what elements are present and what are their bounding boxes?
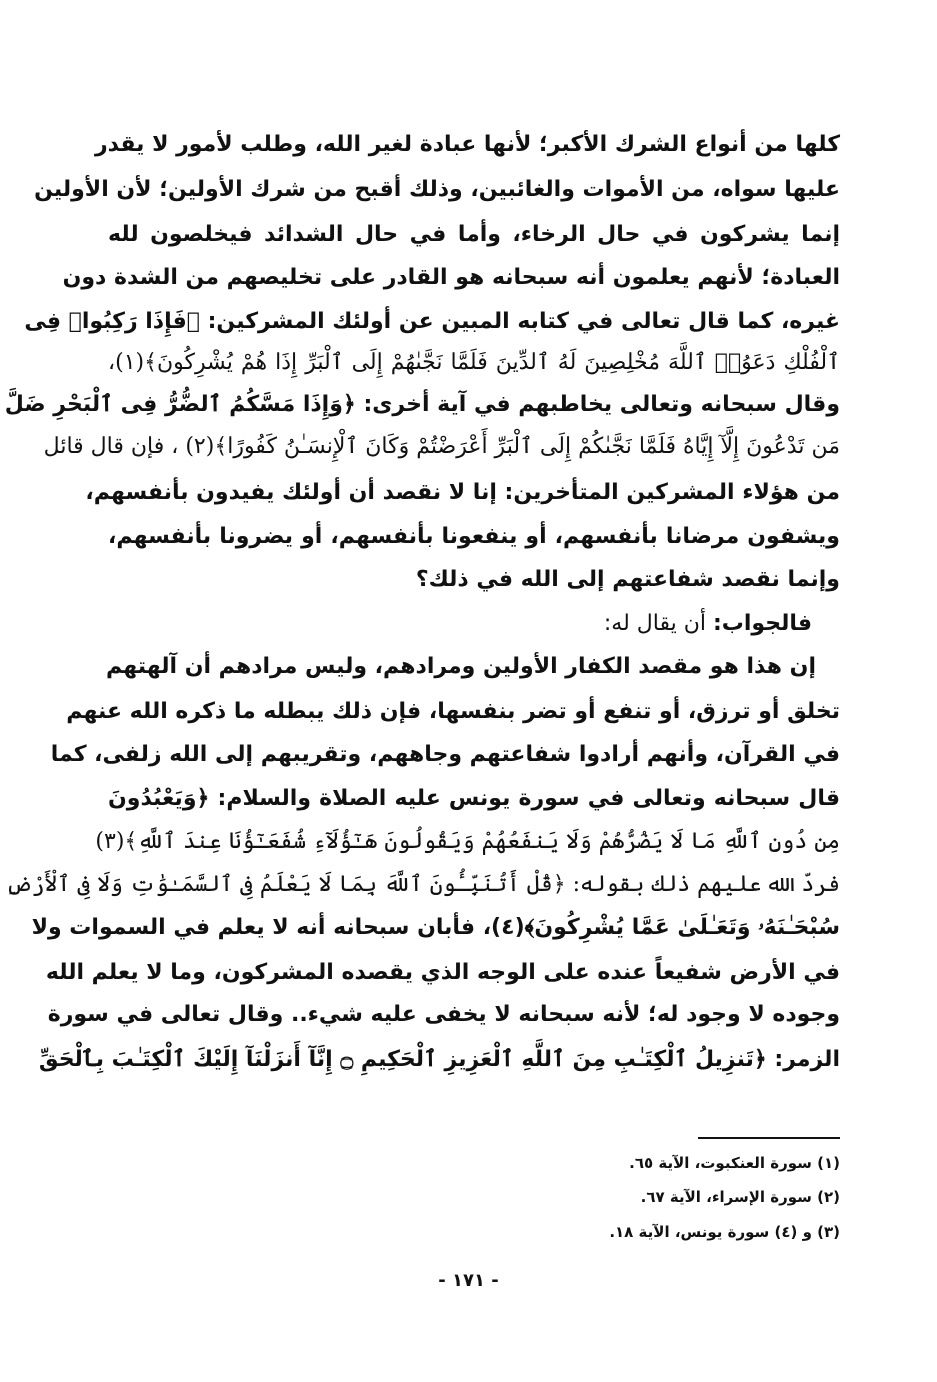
body-line: الزمر: ﴿تَنزِيلُ ٱلْكِتَـٰبِ مِنَ ٱللَّهِ ٱلْعَزِيزِ ٱلْحَكِيمِ ۝ إِنَّآ أَنزَلْنَآ إِلَيْكَ ٱلْكِتَـٰبَ بِٱلْحَقِّ — [38, 1047, 840, 1072]
answer-lead: فالجواب: — [712, 611, 812, 636]
body-line: كلها من أنواع الشرك الأكبر؛ لأنها عبادة لغير الله، وطلب لأمور لا يقدر — [94, 132, 840, 157]
body-line: وإنما نقصد شفاعتهم إلى الله في ذلك؟ — [415, 567, 840, 592]
answer-rest: أن يقال له: — [603, 611, 713, 636]
body-line: إن هذا هو مقصد الكفار الأولين ومرادهم، وليس مرادهم أن آلهتهم — [105, 654, 816, 679]
body-line: فردّ الله عليهم ذلك بقوله: ﴿قُلْ أَتُنَبِّـُٔونَ ٱللَّهَ بِمَا لَا يَعْلَمُ فِى ٱلسَّمَـٰوَٰتِ وَلَا فِى ٱلْأَرْضِ — [5, 872, 840, 897]
body-line: مَن تَدْعُونَ إِلَّآ إِيَّاهُ فَلَمَّا نَجَّىٰكُمْ إِلَى ٱلْبَرِّ أَعْرَضْتُمْ وَكَانَ ٱلْإِنسَـٰنُ كَفُورًا﴾(٢) ، فإن قال قائل — [43, 434, 840, 459]
body-line: غيره، كما قال تعالى في كتابه المبين عن أولئك المشركين: ﴿فَإِذَا رَكِبُوا۟ فِى — [24, 309, 840, 334]
body-line: مِن دُونِ ٱللَّهِ مَا لَا يَضُرُّهُمْ وَلَا يَنفَعُهُمْ وَيَقُولُونَ هَـٰٓؤُلَآءِ شُفَعَـٰٓؤُنَا عِندَ ٱللَّهِ﴾(٣) — [95, 829, 840, 854]
footnote-2: (٢) سورة الإسراء، الآية ٦٧. — [640, 1188, 840, 1206]
body-line: من هؤلاء المشركين المتأخرين: إنا لا نقصد أن أولئك يفيدون بأنفسهم، — [85, 480, 840, 505]
body-line: تخلق أو ترزق، أو تنفع أو تضر بنفسها، فإن ذلك يبطله ما ذكره الله عنهم — [66, 699, 840, 724]
body-line: في القرآن، وأنهم أرادوا شفاعتهم وجاههم، وتقريبهم إلى الله زلفى، كما — [50, 742, 840, 767]
body-line: سُبْحَـٰنَهُۥ وَتَعَـٰلَىٰ عَمَّا يُشْرِكُونَ﴾(٤)، فأبان سبحانه أنه لا يعلم في السموات ولا — [31, 915, 840, 940]
body-line: العبادة؛ لأنهم يعلمون أنه سبحانه هو القادر على تخليصهم من الشدة دون — [62, 265, 840, 290]
page-number: - ١٧١ - — [438, 1270, 499, 1291]
footnote-3: (٣) و (٤) سورة يونس، الآية ١٨. — [609, 1223, 840, 1241]
body-line: قال سبحانه وتعالى في سورة يونس عليه الصلاة والسلام: ﴿وَيَعْبُدُونَ — [108, 786, 840, 811]
body-line: عليها سواه، من الأموات والغائبين، وذلك أقبح من شرك الأولين؛ لأن الأولين — [34, 177, 840, 202]
body-line: إنما يشركون في حال الرخاء، وأما في حال الشدائد فيخلصون لله — [108, 222, 840, 247]
body-line: وقال سبحانه وتعالى يخاطبهم في آية أخرى: ﴿وَإِذَا مَسَّكُمُ ٱلضُّرُّ فِى ٱلْبَحْرِ ضَلَّ — [4, 392, 840, 417]
body-line: وجوده لا وجود له؛ لأنه سبحانه لا يخفى عليه شيء.. وقال تعالى في سورة — [47, 1002, 840, 1027]
footnote-1: (١) سورة العنكبوت، الآية ٦٥. — [629, 1154, 840, 1172]
body-line: في الأرض شفيعاً عنده على الوجه الذي يقصده المشركون، وما لا يعلم الله — [45, 960, 840, 985]
footnote-divider — [698, 1137, 840, 1139]
body-line: ويشفون مرضانا بأنفسهم، أو ينفعونا بأنفسهم، أو يضرونا بأنفسهم، — [108, 524, 840, 549]
body-line: ٱلْفُلْكِ دَعَوُا۟ ٱللَّهَ مُخْلِصِينَ لَهُ ٱلدِّينَ فَلَمَّا نَجَّىٰهُمْ إِلَى ٱلْبَرِّ إِذَا هُمْ يُشْرِكُونَ﴾(١)، — [108, 350, 840, 375]
answer-line — [108, 608, 840, 640]
